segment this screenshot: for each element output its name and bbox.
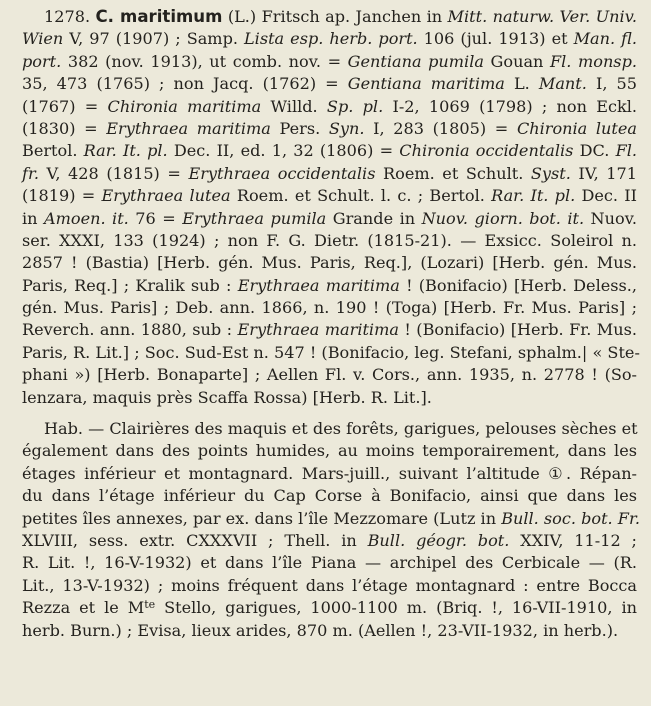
text-line (22, 440, 637, 462)
text-segment: Hab. — Clairières des maquis et des forêts, garigues, pelouses sèches et (44, 419, 638, 439)
text-segment: étages inférieur et montagnard. Mars-juill., suivant l’altitude ①. Répan- (22, 463, 637, 483)
italic-segment: Syst. (530, 163, 571, 183)
italic-segment: Erythraea maritima (237, 275, 400, 295)
text-segment: Nuov. (584, 208, 637, 228)
text-line (22, 252, 637, 274)
italic-segment: Lista esp. herb. port. (244, 29, 418, 49)
italic-segment: Chironia occidentalis (399, 141, 574, 161)
text-line (22, 319, 637, 341)
text-line (22, 463, 637, 485)
text-segment: V, 428 (1815) = (39, 163, 189, 183)
entry-lines (22, 28, 640, 409)
text-segment: ! (Bonifacio) [Herb. Fr. Mus. (398, 320, 637, 340)
text-line (22, 185, 637, 207)
text-line (22, 6, 637, 28)
text-segment: Roem. et Schult. (375, 163, 531, 183)
text-segment: Grande in (326, 208, 422, 228)
italic-segment: Wien (22, 29, 64, 49)
italic-segment: Bull. géogr. bot. (367, 530, 510, 550)
italic-segment: Erythraea maritima (106, 118, 271, 138)
superscript-segment: te (144, 598, 156, 612)
text-segment: 382 (nov. 1913), ut comb. nov. = (61, 51, 348, 71)
text-segment: Lit., 13-V-1932) ; moins fréquent dans l’étage montagnard : entre Bocca (22, 575, 637, 595)
text-line (22, 597, 637, 619)
text-line (22, 230, 637, 252)
text-segment: I-2, 1069 (1798) ; non Eckl. (383, 96, 638, 116)
text-line (22, 364, 637, 386)
species-name: C. maritimum (95, 7, 223, 26)
italic-segment: Chironia maritima (107, 96, 262, 116)
entry-paragraph (22, 6, 640, 409)
text-segment: I, 283 (1805) = (364, 118, 517, 138)
paragraph-gap (22, 409, 637, 418)
text-segment: Pers. (270, 118, 329, 138)
text-segment: Stello, garigues, 1000-1100 m. (Briq. !, 16-VII-1910, in (155, 598, 637, 618)
text-segment: Bertol. (22, 141, 84, 161)
text-segment: Paris, Req.] ; Kralik sub : (22, 275, 238, 295)
text-segment: 106 (jul. 1913) et (417, 29, 574, 49)
text-segment: Rezza et le M (22, 598, 145, 618)
text-segment: Gouan (483, 51, 550, 71)
text-segment: XLVIII, sess. extr. CXXXVII ; Thell. in (22, 530, 368, 550)
text-line-content (228, 7, 637, 26)
italic-segment: Erythraea pumila (182, 208, 327, 228)
text-line (22, 208, 637, 230)
italic-segment: Nuov. giorn. bot. it. (421, 208, 585, 228)
italic-segment: Sp. pl. (326, 96, 384, 116)
italic-segment: Erythraea maritima (237, 320, 399, 340)
text-line (22, 118, 637, 140)
text-segment: IV, 171 (570, 163, 637, 183)
text-segment: phani ») [Herb. Bonaparte] ; Aellen Fl. v. Cors., ann. 1935, n. 2778 ! (So- (22, 365, 637, 385)
italic-segment: Syn. (328, 118, 365, 138)
text-line (22, 96, 637, 118)
text-segment: 35, 473 (1765) ; non Jacq. (1762) = (22, 74, 348, 94)
italic-segment: Amoen. it. (44, 208, 129, 228)
text-segment: herb. Burn.) ; Evisa, lieux arides, 870 m. (Aellen !, 23-VII-1932, in herb.). (22, 620, 619, 640)
italic-segment: Mant. (538, 74, 587, 94)
italic-segment: fr. (22, 163, 39, 183)
text-segment: petites îles annexes, par ex. dans l’île Mezzomare (Lutz in (22, 508, 502, 528)
italic-segment: Gentiana pumila (347, 51, 484, 71)
entry-number: 1278. (44, 7, 91, 26)
text-segment: également dans des points humides, au moins temporairement, dans les (22, 441, 637, 461)
text-segment: (1830) = (22, 118, 107, 138)
text-segment: (1819) = (22, 186, 102, 206)
text-segment: ser. XXXI, 133 (1924) ; non F. G. Dietr. (1815-21). — Exsicc. Soleirol n. (22, 230, 637, 250)
text-segment: Willd. (261, 96, 327, 116)
text-segment: Dec. II, ed. 1, 32 (1806) = (167, 141, 400, 161)
text-segment: Roem. et Schult. l. c. ; Bertol. (230, 186, 492, 206)
text-line (22, 297, 637, 319)
text-segment: (1767) = (22, 96, 108, 116)
italic-segment: Fl. (615, 141, 637, 161)
italic-segment: Mitt. naturw. Ver. Univ. (447, 7, 637, 26)
text-segment: gén. Mus. Paris] ; Deb. ann. 1866, n. 190 ! (Toga) [Herb. Fr. Mus. Paris] ; (22, 298, 637, 318)
text-segment: in (22, 208, 44, 228)
text-segment: L. (504, 74, 539, 94)
text-line (22, 140, 637, 162)
italic-segment: Man. fl. (573, 29, 637, 49)
text-segment: DC. (573, 141, 616, 161)
italic-segment: Chironia lutea (516, 118, 637, 138)
text-segment: ! (Bonifacio) [Herb. Deless., (399, 275, 638, 295)
text-line (22, 552, 637, 574)
italic-segment: Fl. monsp. (549, 51, 637, 71)
text-segment: XXIV, 11-12 ; (509, 530, 637, 550)
text-line (22, 530, 637, 552)
text-line (22, 28, 637, 50)
italic-segment: Erythraea occidentalis (188, 163, 376, 183)
text-segment: Reverch. ann. 1880, sub : (22, 320, 238, 340)
text-line (22, 387, 637, 409)
text-segment: 76 = (128, 208, 183, 228)
text-segment: Paris, R. Lit.] ; Soc. Sud-Est n. 547 ! (Bonifacio, leg. Stefani, sphalm.| « Ste- (22, 342, 640, 362)
text-line (22, 275, 637, 297)
italic-segment: Bull. soc. bot. Fr. (501, 508, 640, 528)
text-segment: V, 97 (1907) ; Samp. (63, 29, 244, 49)
text-segment: 2857 ! (Bastia) [Herb. gén. Mus. Paris, Req.], (Lozari) [Herb. gén. Mus. (22, 253, 637, 273)
text-line (22, 163, 637, 185)
text-segment: I, 55 (586, 74, 637, 94)
italic-segment: port. (22, 51, 62, 71)
italic-segment: Rar. It. pl. (491, 186, 576, 206)
text-line (22, 575, 637, 597)
text-segment: (L.) Fritsch ap. Janchen in (227, 7, 448, 26)
text-segment: R. Lit. !, 16-V-1932) et dans l’île Piana — archipel des Cerbicale — (R. (22, 553, 637, 573)
text-line (22, 418, 637, 440)
habitat-paragraph (22, 418, 640, 642)
page-text (22, 6, 640, 642)
italic-segment: Rar. It. pl. (83, 141, 168, 161)
text-line (22, 485, 637, 507)
text-line (22, 620, 637, 642)
italic-segment: Gentiana maritima (347, 74, 505, 94)
italic-segment: Erythraea lutea (101, 186, 231, 206)
text-line (22, 508, 640, 530)
text-line (22, 342, 640, 364)
text-segment: lenzara, maquis près Scaffa Rossa) [Herb. R. Lit.]. (22, 387, 432, 407)
text-segment: Dec. II (575, 186, 637, 206)
text-segment: du dans l’étage inférieur du Cap Corse à Bonifacio, ainsi que dans les (22, 486, 637, 506)
text-line (22, 51, 637, 73)
text-line (22, 73, 637, 95)
